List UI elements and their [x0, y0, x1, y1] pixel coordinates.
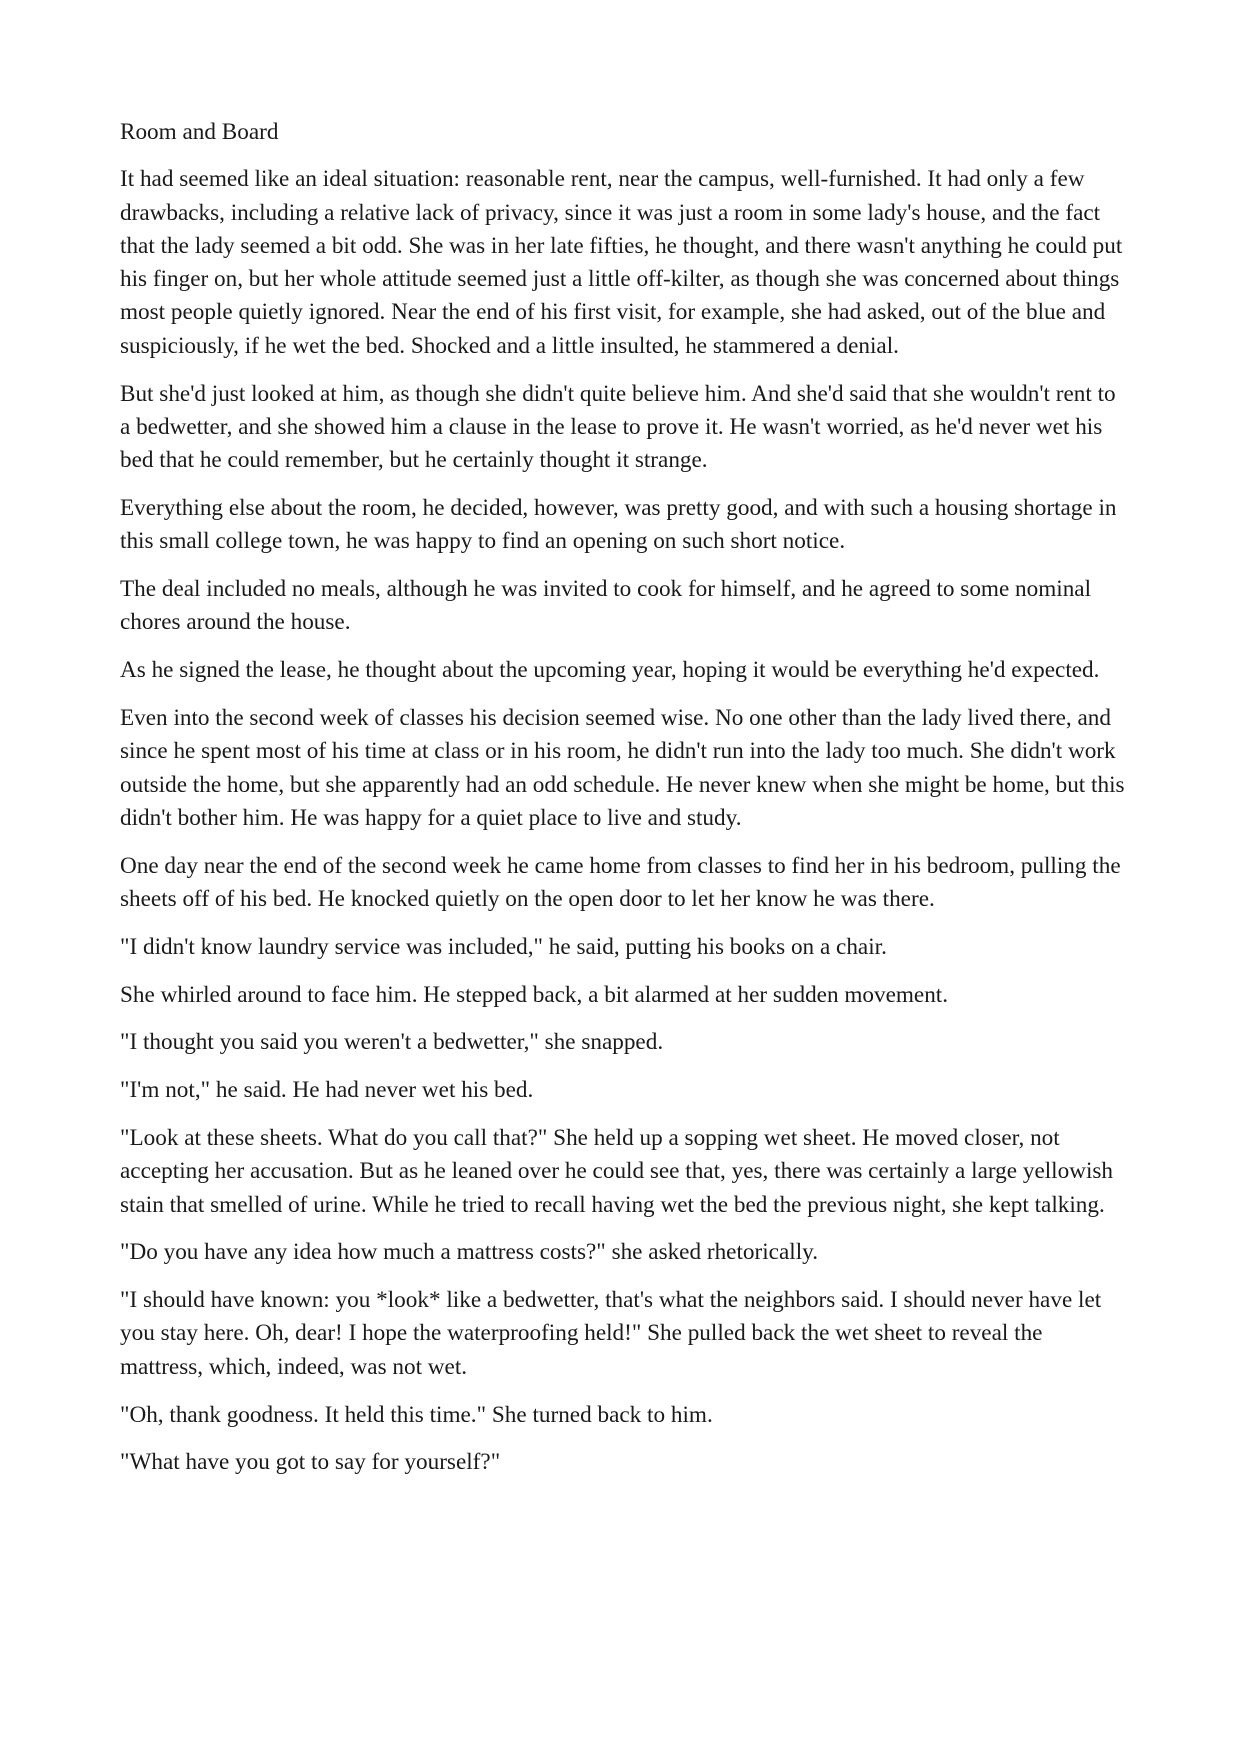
paragraph: As he signed the lease, he thought about the upcoming year, hoping it would be everything he'd expected.	[120, 657, 1100, 684]
paragraph: But she'd just looked at him, as though she didn't quite believe him. And she'd said that she wouldn't rent to a bedwetter, and she showed him a clause in the lease to prove it. He wasn't worried, as he'd never wet his bed that he could remember, but he certainly thought it strange.	[120, 380, 1116, 474]
paragraph: She whirled around to face him. He stepped back, a bit alarmed at her sudden movement.	[120, 981, 949, 1008]
paragraph: "I should have known: you *look* like a bedwetter, that's what the neighbors said. I should never have let you stay here. Oh, dear! I hope the waterproofing held!" She pulled back the wet sheet to reveal the mattress, which, indeed, was not wet.	[120, 1287, 1102, 1380]
paragraph: "I didn't know laundry service was included," he said, putting his books on a chair.	[120, 933, 887, 960]
document-page	[120, 116, 1130, 1494]
document-title: Room and Board	[120, 119, 279, 145]
paragraph: One day near the end of the second week he came home from classes to find her in his bedroom, pulling the sheets off of his bed. He knocked quietly on the open door to let her know he was there.	[120, 852, 1121, 912]
paragraph: "I thought you said you weren't a bedwetter," she snapped.	[120, 1029, 664, 1056]
paragraph: Even into the second week of classes his decision seemed wise. No one other than the lady lived there, and since he spent most of his time at class or in his room, he didn't run into the lady too much. She didn't work outside the home, but she apparently had an odd schedule. He never knew when she might be home, but this didn't bother him. He was happy for a quiet place to live and study.	[120, 704, 1125, 831]
paragraph: Everything else about the room, he decided, however, was pretty good, and with such a housing shortage in this small college town, he was happy to find an opening on such short notice.	[120, 494, 1117, 555]
paragraph: "What have you got to say for yourself?"	[120, 1449, 501, 1476]
paragraph: "Look at these sheets. What do you call that?" She held up a sopping wet sheet. He moved closer, not accepting her accusation. But as he leaned over he could see that, yes, there was certainly a large yellowish stain that smelled of urine. While he tried to recall having wet the bed the previous night, she kept talking.	[120, 1124, 1114, 1218]
paragraph: It had seemed like an ideal situation: reasonable rent, near the campus, well-furnished. It had only a few drawbacks, including a relative lack of privacy, since it was just a room in some lady's house, and the fact that the lady seemed a bit odd. She was in her late fifties, he thought, and there wasn't anything he could put his finger on, but her whole attitude seemed just a little off-kilter, as though she was concerned about things most people quietly ignored. Near the end of his first visit, for example, she had asked, out of the blue and suspiciously, if he wet the bed. Shocked and a little insulted, he stammered a denial.	[120, 166, 1123, 359]
paragraph: "Oh, thank goodness. It held this time." She turned back to him.	[120, 1401, 713, 1428]
paragraph: "Do you have any idea how much a mattress costs?" she asked rhetorically.	[120, 1239, 819, 1266]
paragraph: The deal included no meals, although he was invited to cook for himself, and he agreed to some nominal chores around the house.	[120, 576, 1092, 636]
paragraph: "I'm not," he said. He had never wet his bed.	[120, 1077, 534, 1104]
